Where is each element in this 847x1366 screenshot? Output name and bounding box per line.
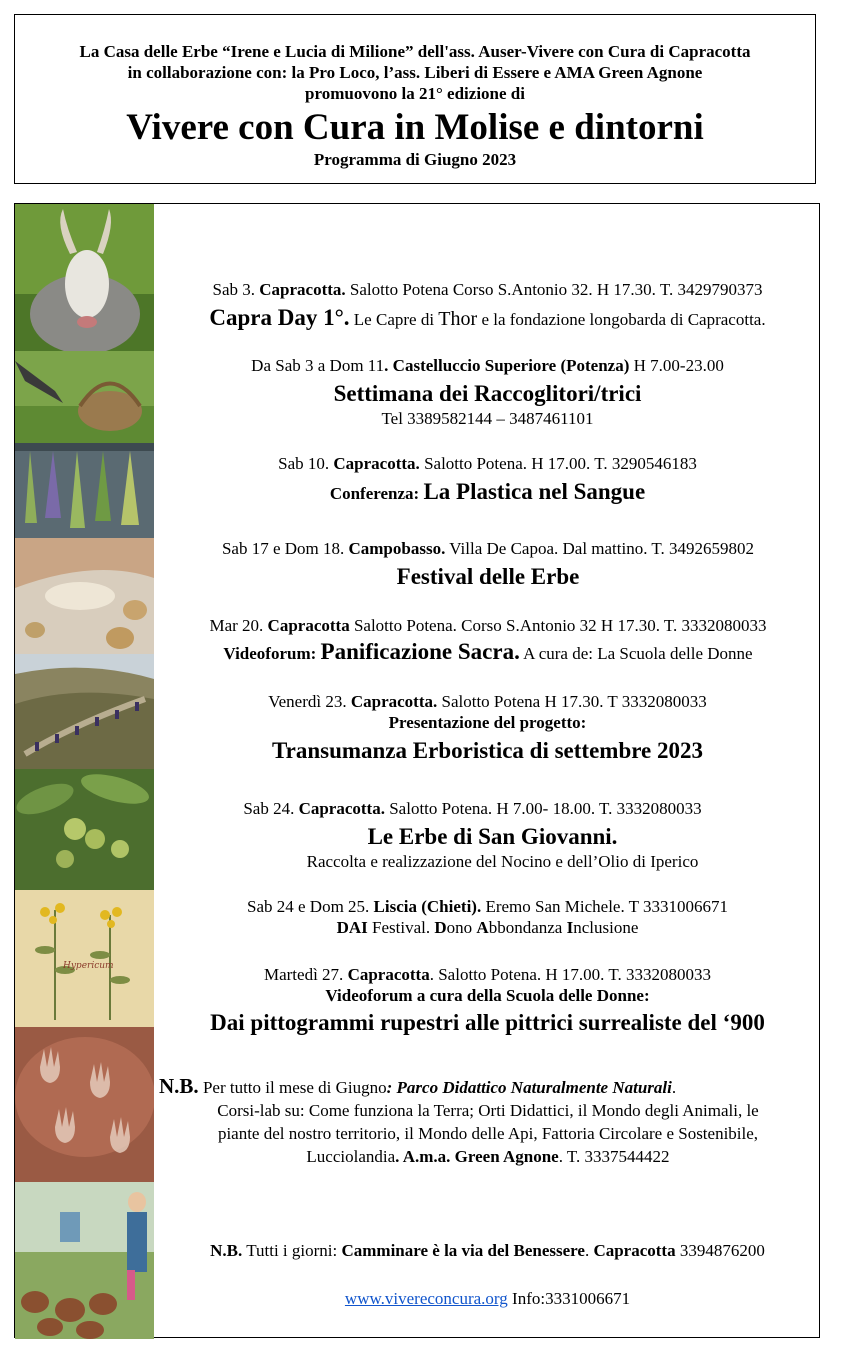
drying-herbs-photo: [15, 443, 154, 538]
goat-icon: [15, 204, 154, 351]
event-erbe-san-giovanni: [160, 798, 785, 872]
event-details: Salotto Potena. H 17.00. T. 3290546183: [419, 454, 697, 473]
note-parco-didattico: [158, 1075, 818, 1168]
header-line-2: in collaborazione con: la Pro Loco, l’ass. Liberi di Essere e AMA Green Agnone: [127, 63, 703, 82]
footer-info: Info:3331006671: [507, 1289, 631, 1308]
hikers-photo: [15, 654, 154, 769]
event-desc: Le Capre di: [349, 310, 439, 329]
event-place: Capracotta.: [259, 280, 346, 299]
event-prefix: Presentazione del progetto:: [388, 713, 587, 732]
note-text: Tutti i giorni:: [242, 1241, 342, 1260]
hypericum-icon: [15, 890, 154, 1027]
event-prefix: Conferenza:: [329, 484, 424, 503]
event-suffix: A cura de: La Scuola delle Donne: [519, 644, 753, 663]
event-place: Capracotta.: [350, 692, 438, 711]
event-desc: Raccolta e realizzazione del Nocino e dell’Olio di Iperico: [306, 852, 699, 871]
note-text: Per tutto il mese di Giugno: [198, 1078, 387, 1097]
event-title: Panificazione Sacra.: [320, 639, 520, 664]
event-pittogrammi: [160, 964, 815, 1037]
event-acronym-ai: AI: [348, 918, 368, 937]
photo-column: [15, 204, 155, 1337]
event-place: Campobasso.: [348, 539, 446, 558]
event-prefix: Videoforum:: [223, 644, 321, 663]
event-details: Villa De Capoa. Dal mattino. T. 3492659802: [445, 539, 755, 558]
note-lucciolandia: Lucciolandia: [306, 1147, 396, 1166]
note-walk: Camminare è la via del Benessere: [341, 1241, 585, 1260]
event-festival: Festival.: [367, 918, 435, 937]
note-dot: .: [671, 1078, 677, 1097]
main-title: Vivere con Cura in Molise e dintorni: [126, 107, 704, 148]
event-details: Eremo San Michele. T 3331006671: [481, 897, 728, 916]
cave-hands-icon: [15, 1027, 154, 1182]
event-details: H 7.00-23.00: [629, 356, 724, 375]
event-abbondanza: bbondanza: [488, 918, 567, 937]
note-label: N.B.: [210, 1241, 243, 1260]
drying-herbs-icon: [15, 443, 154, 538]
walnuts-photo: [15, 769, 154, 890]
event-date: Sab 10.: [278, 454, 334, 473]
event-title: Dai pittogrammi rupestri alle pittrici surrealiste del ‘900: [210, 1010, 765, 1035]
event-desc-end: e la fondazione longobarda di Capracotta.: [477, 310, 766, 329]
note-camminare: [160, 1240, 815, 1261]
event-transumanza: [160, 691, 815, 765]
header-box: [14, 14, 816, 184]
goat-photo: [15, 204, 154, 351]
walnuts-icon: [15, 769, 154, 890]
cave-hands-photo: [15, 1027, 154, 1182]
event-details: . Salotto Potena. H 17.00. T. 3332080033: [429, 965, 711, 984]
note-colon: :: [386, 1078, 397, 1097]
event-place: . Castelluccio Superiore (Potenza): [384, 356, 630, 375]
event-capra-day: [160, 279, 815, 332]
note-tel: 3394876200: [675, 1241, 765, 1260]
event-title: Transumanza Erboristica di settembre 2023: [271, 738, 703, 763]
note-line: Corsi-lab su: Come funziona la Terra; Orti Didattici, il Mondo degli Animali, le: [217, 1101, 759, 1120]
event-date: Sab 24.: [243, 799, 299, 818]
event-details: Salotto Potena. Corso S.Antonio 32 H 17.30. T. 3332080033: [349, 616, 767, 635]
note-tel: . T. 3337544422: [558, 1147, 670, 1166]
herb-basket-photo: [15, 351, 154, 443]
program-box: [14, 203, 820, 1338]
herb-basket-icon: [15, 351, 154, 443]
child-chickens-icon: [15, 1182, 154, 1339]
event-details: Salotto Potena H 17.30. T 3332080033: [437, 692, 707, 711]
event-inclusione-initial: I: [566, 918, 574, 937]
event-date: Sab 3.: [212, 280, 260, 299]
footer: [160, 1288, 815, 1309]
event-title: La Plastica nel Sangue: [423, 479, 646, 504]
event-dono: ono: [446, 918, 477, 937]
event-title: Settimana dei Raccoglitori/trici: [333, 381, 642, 406]
event-title: Capra Day 1°.: [209, 305, 350, 330]
event-panificazione: [158, 615, 818, 666]
event-inclusione: nclusione: [573, 918, 639, 937]
child-chickens-photo: [15, 1182, 154, 1339]
event-place: Capracotta: [347, 965, 430, 984]
bread-dough-icon: [15, 538, 154, 654]
event-place: Capracotta.: [298, 799, 385, 818]
hikers-icon: [15, 654, 154, 769]
hypericum-label: Hypericum: [63, 961, 114, 971]
event-dono-initial: D: [434, 918, 447, 937]
event-place: Liscia (Chieti).: [373, 897, 482, 916]
header-line-1: La Casa delle Erbe “Irene e Lucia di Milione” dell'ass. Auser-Vivere con Cura di Capracotta: [79, 42, 751, 61]
event-date: Martedì 27.: [263, 965, 348, 984]
event-date: Sab 24 e Dom 25.: [247, 897, 374, 916]
event-date: Mar 20.: [209, 616, 268, 635]
note-place: Capracotta: [593, 1241, 676, 1260]
header-line-3: promuovono la 21° edizione di: [305, 84, 525, 103]
event-dai-festival: [160, 896, 815, 938]
event-festival-erbe: [158, 538, 818, 591]
event-details: Salotto Potena Corso S.Antonio 32. H 17.30. T. 3429790373: [345, 280, 763, 299]
event-place: Capracotta: [267, 616, 350, 635]
event-acronym-d: D: [336, 918, 349, 937]
event-title: Festival delle Erbe: [396, 564, 580, 589]
note-label: N.B.: [159, 1074, 199, 1098]
website-link[interactable]: www.vivereconcura.org: [344, 1289, 508, 1308]
note-sep: .: [584, 1241, 594, 1260]
event-raccoglitori: [160, 355, 815, 429]
note-line: piante del nostro territorio, il Mondo delle Api, Fattoria Circolare e Sostenibile,: [217, 1124, 759, 1143]
event-prefix: Videoforum a cura della Scuola delle Donne:: [325, 986, 650, 1005]
note-ama: . A.m.a. Green Agnone: [395, 1147, 559, 1166]
event-plastica: [160, 453, 815, 506]
main-subtitle: Programma di Giugno 2023: [313, 150, 517, 169]
event-date: Sab 17 e Dom 18.: [221, 539, 349, 558]
event-place: Capracotta.: [333, 454, 420, 473]
event-capra-day-info: [160, 279, 815, 300]
event-desc-name: Thor: [438, 308, 478, 330]
note-park: Parco Didattico Naturalmente Naturali: [396, 1078, 672, 1097]
event-title: Le Erbe di San Giovanni.: [367, 824, 618, 849]
event-date: Da Sab 3 a Dom 11: [251, 356, 385, 375]
event-date: Venerdì 23.: [268, 692, 351, 711]
bread-dough-photo: [15, 538, 154, 654]
event-details: Salotto Potena. H 7.00- 18.00. T. 3332080033: [384, 799, 702, 818]
event-tel: Tel 3389582144 – 3487461101: [381, 409, 594, 428]
event-abbondanza-initial: A: [476, 918, 489, 937]
hypericum-photo: [15, 890, 154, 1027]
